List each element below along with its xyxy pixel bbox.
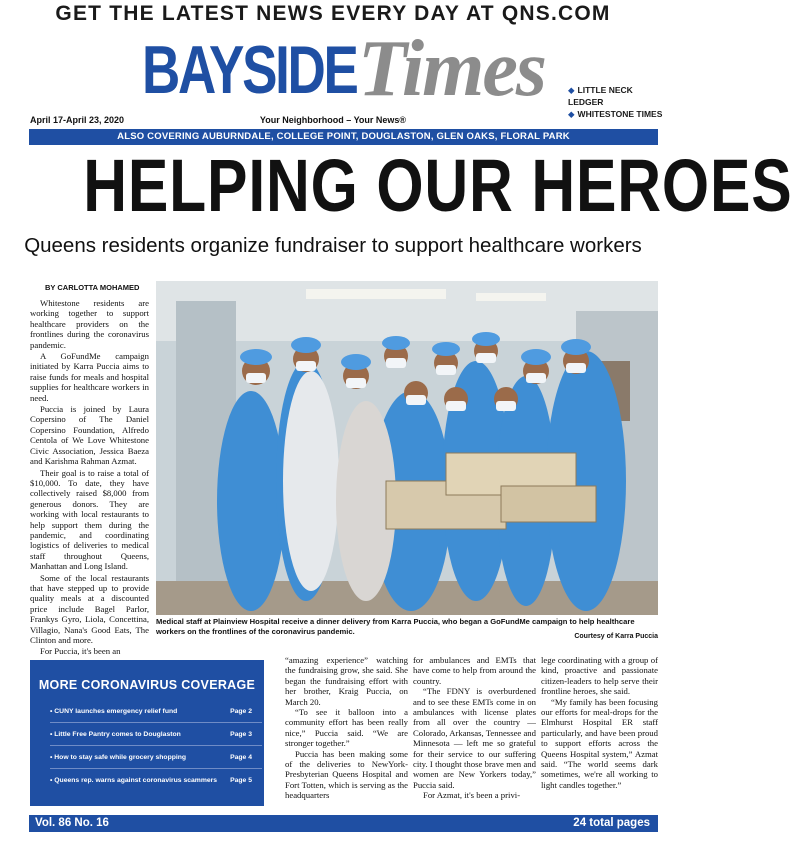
photo-illustration: [156, 281, 658, 615]
article-column-2: [285, 655, 408, 801]
more-coverage-item[interactable]: • Queens rep. warns against coronavirus scammers Page 5: [50, 769, 262, 792]
masthead-logo: [140, 25, 560, 113]
page-ref: Page 4: [230, 754, 252, 761]
page-ref: Page 5: [230, 777, 252, 784]
masthead-bayside: BAYSIDE: [142, 32, 357, 108]
article-column-3: [413, 655, 536, 801]
article-column-4: [541, 655, 658, 790]
byline: BY CARLOTTA MOHAMED: [45, 283, 140, 292]
more-coverage-item[interactable]: • CUNY launches emergency relief fund Page 2: [50, 700, 262, 723]
paragraph: lege coordinating with a group of kind, proactive and passionate citizen-leaders to help serve their frontline heroes, she said.: [541, 655, 658, 697]
footer-bar: [29, 815, 658, 832]
paragraph: Puccia has been making some of the deliveries to NewYork-Presbyterian Queens Hospital and Fort Totten, which is serving as the headquarters: [285, 748, 408, 801]
paragraph: “To see it balloon into a community effort has been really nice,” Puccia said. “We are stronger together.”: [285, 707, 408, 749]
masthead-times: Times: [358, 25, 545, 113]
covering-bar: ALSO COVERING AUBURNDALE, COLLEGE POINT, DOUGLASTON, GLEN OAKS, FLORAL PARK: [29, 129, 658, 145]
article-column-1: [30, 298, 149, 658]
top-banner[interactable]: GET THE LATEST NEWS EVERY DAY AT QNS.COM: [55, 2, 611, 25]
paragraph: A GoFundMe campaign initiated by Karra Puccia aims to raise funds for meals and hospital supplies for healthcare workers in need.: [30, 351, 149, 403]
paragraph: For Puccia, it's been an: [40, 646, 121, 657]
paragraph: Whitestone residents are working together to support healthcare providers on the frontlines during the coronavirus pandemic.: [30, 298, 149, 350]
photo-credit: Courtesy of Karra Puccia: [574, 633, 658, 640]
page-count: 24 total pages: [573, 817, 650, 829]
more-coverage-item[interactable]: • How to stay safe while grocery shopping Page 4: [50, 746, 262, 769]
paragraph: Their goal is to raise a total of $10,000. To date, they have collectively raised $8,000 from generous donors. They are working with local restaurants to help support them during the pandemic, and coordinating logistics of deliveries to medical staff throughout Queens, Manhattan and Long Island.: [30, 467, 149, 572]
paragraph: For Azmat, it's been a privi-: [423, 790, 521, 801]
paragraph: Puccia is joined by Laura Copersino of The Daniel Copersino Foundation, Alfredo Centola of We Love Whitestone Civic Association, Jessica Baeza and Karishma Rahman Azmat.: [30, 404, 149, 467]
page-ref: Page 3: [230, 731, 252, 738]
headline: HELPING OUR HEROES: [83, 144, 793, 227]
bullet-icon: ◆: [568, 109, 575, 119]
paragraph: “My family has been focusing our efforts for meal-drops for the Elmhurst Hospital ER staff particularly, and have been proud to support efforts across the Queens Hospital system,” Azmat said. “The world seems dark sometimes, we're all working to light candles together.”: [541, 696, 658, 790]
sister-paper-item: ◆ LITTLE NECK LEDGER: [568, 85, 633, 107]
photo-caption: Medical staff at Plainview Hospital receive a dinner delivery from Karra Puccia, who began a GoFundMe campaign to help healthcare workers on the frontlines of the coronavirus pandemic.: [156, 617, 635, 636]
page-ref: Page 2: [230, 708, 252, 715]
subheadline: Queens residents organize fundraiser to support healthcare workers: [24, 234, 642, 257]
sister-paper-item: ◆ WHITESTONE TIMES: [568, 109, 663, 119]
paragraph: Some of the local restaurants that have stepped up to provide quality meals at a discounted price include Bagel Parlor, Frankys Gyro, Liola, Concettina, Villagio, Nana's Good Eats, The Clinton and more.: [30, 572, 149, 645]
volume-number: Vol. 86 No. 16: [35, 817, 109, 829]
more-coverage-list: [50, 700, 262, 792]
more-coverage-item[interactable]: • Little Free Pantry comes to Douglaston Page 3: [50, 723, 262, 746]
lead-photo: [156, 281, 658, 615]
more-coverage-title: MORE CORONAVIRUS COVERAGE: [38, 678, 256, 692]
more-coverage-box: [30, 660, 264, 806]
paragraph: “The FDNY is overburdened and to see these EMTs come in on ambulances with license plates from all over the country — Colorado, Arkansas, Tennessee and Minnesota — left me so grateful for their service to our suffering city. I thought those brave men and women are New Yorkers today,” Puccia said.: [413, 686, 536, 790]
paragraph: “amazing experience” watching the fundraising grow, she said. She began the fundraising effort with her brother, Kraig Puccia, on March 20.: [285, 655, 408, 707]
issue-dates: April 17-April 23, 2020: [30, 115, 125, 125]
bullet-icon: ◆: [568, 85, 575, 95]
tagline: Your Neighborhood – Your News®: [259, 115, 407, 125]
paragraph: for ambulances and EMTs that have come to help from around the country.: [413, 655, 536, 686]
